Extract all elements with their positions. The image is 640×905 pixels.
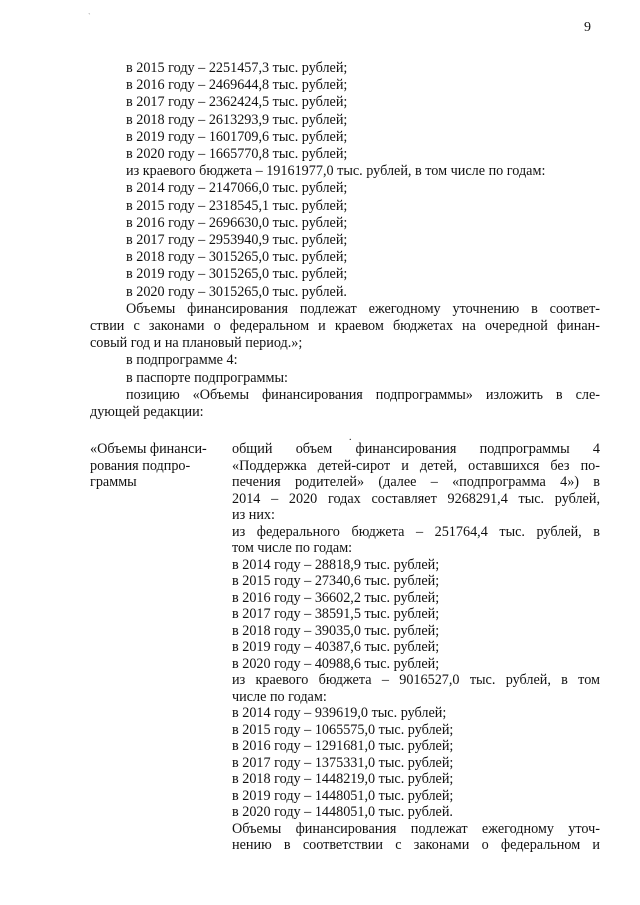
table-text-line: в 2020 году – 40988,6 тыс. рублей; <box>232 655 440 672</box>
stray-mark: . <box>349 432 352 443</box>
passport-line: в паспорте подпрограммы: <box>126 369 288 386</box>
table-left-column <box>90 441 220 491</box>
budget-line: в 2019 году – 1601709,6 тыс. рублей; <box>126 128 348 145</box>
paragraph-line: совый год и на плановый период.»; <box>90 335 303 352</box>
paragraph-line: дующей редакции: <box>90 404 204 421</box>
budget-line: в 2017 году – 2953940,9 тыс. рублей; <box>126 232 348 249</box>
table-text-line: в 2016 году – 1291681,0 тыс. рублей; <box>232 738 454 754</box>
table-right-column <box>232 441 600 854</box>
budget-line: в 2016 году – 2696630,0 тыс. рублей; <box>126 214 348 231</box>
budget-line: в 2015 году – 2251457,3 тыс. рублей; <box>126 60 348 76</box>
table-text-line: из краевого бюджета – 9016527,0 тыс. рублей, в том <box>232 672 600 688</box>
regional-budget-line: из краевого бюджета – 19161977,0 тыс. рублей, в том числе по годам: <box>126 163 546 180</box>
table-text-line: 2014 – 2020 годах составляет 9268291,4 тыс. рублей, <box>232 490 600 507</box>
budget-line: в 2018 году – 2613293,9 тыс. рублей; <box>126 111 348 128</box>
paragraph-line: Объемы финансирования подлежат ежегодному уточнению в соответ- <box>126 300 600 317</box>
subprogram-line: в подпрограмме 4: <box>126 352 238 369</box>
document-body <box>90 60 600 421</box>
table-text-line: в 2015 году – 27340,6 тыс. рублей; <box>232 573 440 589</box>
table-text-line: числе по годам: <box>232 688 327 705</box>
budget-line: в 2019 году – 3015265,0 тыс. рублей; <box>126 266 348 283</box>
table-text-line: в 2014 году – 939619,0 тыс. рублей; <box>232 705 447 721</box>
table-text-line: из них: <box>232 507 275 523</box>
table-text-line: в 2015 году – 1065575,0 тыс. рублей; <box>232 721 454 738</box>
budget-line: в 2016 году – 2469644,8 тыс. рублей; <box>126 77 348 94</box>
table-text-line: в 2019 году – 1448051,0 тыс. рублей; <box>232 787 454 804</box>
table-text-line: в 2018 году – 1448219,0 тыс. рублей; <box>232 771 454 787</box>
budget-line: в 2018 году – 3015265,0 тыс. рублей; <box>126 249 348 266</box>
table-label-line: рования подпро- <box>90 457 191 474</box>
table-text-line: в 2018 году – 39035,0 тыс. рублей; <box>232 622 440 639</box>
table-text-line: в 2017 году – 1375331,0 тыс. рублей; <box>232 754 454 771</box>
table-text-line: в 2019 году – 40387,6 тыс. рублей; <box>232 639 440 655</box>
budget-line: в 2014 году – 2147066,0 тыс. рублей; <box>126 180 348 197</box>
table-text-line: Объемы финансирования подлежат ежегодному уточ- <box>232 820 600 837</box>
table-text-line: общий объем финансирования подпрограммы 4 <box>232 441 600 457</box>
page-number: 9 <box>584 20 591 35</box>
table-text-line: печения родителей» (далее – «подпрограмма 4») в <box>232 474 600 490</box>
table-text-line: в 2020 году – 1448051,0 тыс. рублей. <box>232 804 453 820</box>
table-text-line: в 2016 году – 36602,2 тыс. рублей; <box>232 589 440 606</box>
table-text-line: нению в соответствии с законами о федеральном и <box>232 837 600 853</box>
budget-line: в 2020 году – 1665770,8 тыс. рублей; <box>126 146 348 163</box>
budget-line: в 2020 году – 3015265,0 тыс. рублей. <box>126 283 347 300</box>
table-text-line: в 2017 году – 38591,5 тыс. рублей; <box>232 606 440 622</box>
table-label-line: «Объемы финанси- <box>90 441 207 457</box>
table-label-line: граммы <box>90 474 137 490</box>
scan-speck: ` <box>88 12 91 21</box>
budget-line: в 2015 году – 2318545,1 тыс. рублей; <box>126 197 348 214</box>
table-text-line: в 2014 году – 28818,9 тыс. рублей; <box>232 556 440 573</box>
table-text-line: том числе по годам: <box>232 540 353 556</box>
table-text-line: «Поддержка детей-сирот и детей, оставшихся без по- <box>232 457 600 474</box>
table-text-line: из федерального бюджета – 251764,4 тыс. рублей, в <box>232 523 600 540</box>
budget-line: в 2017 году – 2362424,5 тыс. рублей; <box>126 94 348 111</box>
paragraph-line: позицию «Объемы финансирования подпрограммы» изложить в сле- <box>126 386 600 403</box>
paragraph-line: ствии с законами о федеральном и краевом бюджетах на очередной финан- <box>90 318 600 335</box>
